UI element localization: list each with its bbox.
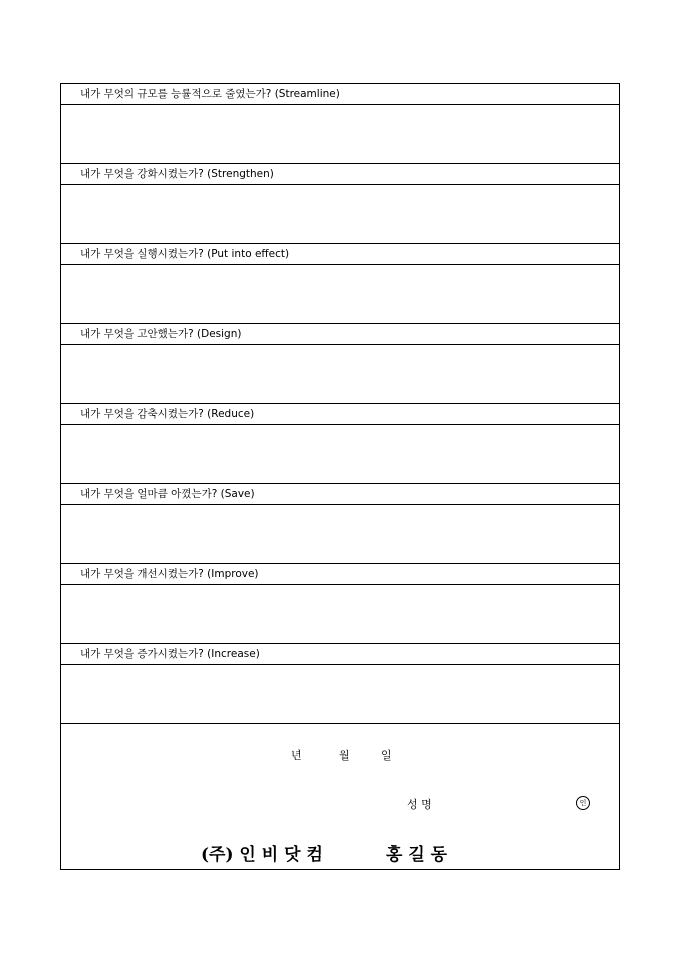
signature-footer bbox=[61, 724, 619, 869]
company-name: (주) 인 비 닷 컴 bbox=[201, 845, 323, 865]
section-answer-area[interactable] bbox=[61, 425, 619, 484]
section-answer-area[interactable] bbox=[61, 585, 619, 644]
section-question: 내가 무엇의 규모를 능률적으로 줄였는가? (Streamline) bbox=[61, 84, 619, 105]
section-question: 내가 무엇을 실행시켰는가? (Put into effect) bbox=[61, 244, 619, 265]
person-name: 홍 길 동 bbox=[386, 845, 448, 865]
year-label: 년 bbox=[291, 749, 302, 762]
section-question: 내가 무엇을 얼마큼 아꼈는가? (Save) bbox=[61, 484, 619, 505]
section-answer-area[interactable] bbox=[61, 665, 619, 724]
section-question: 내가 무엇을 개선시켰는가? (Improve) bbox=[61, 564, 619, 585]
section-answer-area[interactable] bbox=[61, 265, 619, 324]
section-question: 내가 무엇을 증가시켰는가? (Increase) bbox=[61, 644, 619, 665]
section-answer-area[interactable] bbox=[61, 105, 619, 164]
section-answer-area[interactable] bbox=[61, 505, 619, 564]
section-question: 내가 무엇을 강화시켰는가? (Strengthen) bbox=[61, 164, 619, 185]
day-label: 일 bbox=[381, 749, 392, 762]
seal-mark-icon: 인 bbox=[576, 796, 590, 810]
evaluation-form bbox=[60, 83, 620, 870]
section-question: 내가 무엇을 감축시켰는가? (Reduce) bbox=[61, 404, 619, 425]
signature-label: 성 명 bbox=[407, 798, 432, 811]
section-answer-area[interactable] bbox=[61, 185, 619, 244]
month-label: 월 bbox=[339, 749, 350, 762]
section-question: 내가 무엇을 고안했는가? (Design) bbox=[61, 324, 619, 345]
section-answer-area[interactable] bbox=[61, 345, 619, 404]
